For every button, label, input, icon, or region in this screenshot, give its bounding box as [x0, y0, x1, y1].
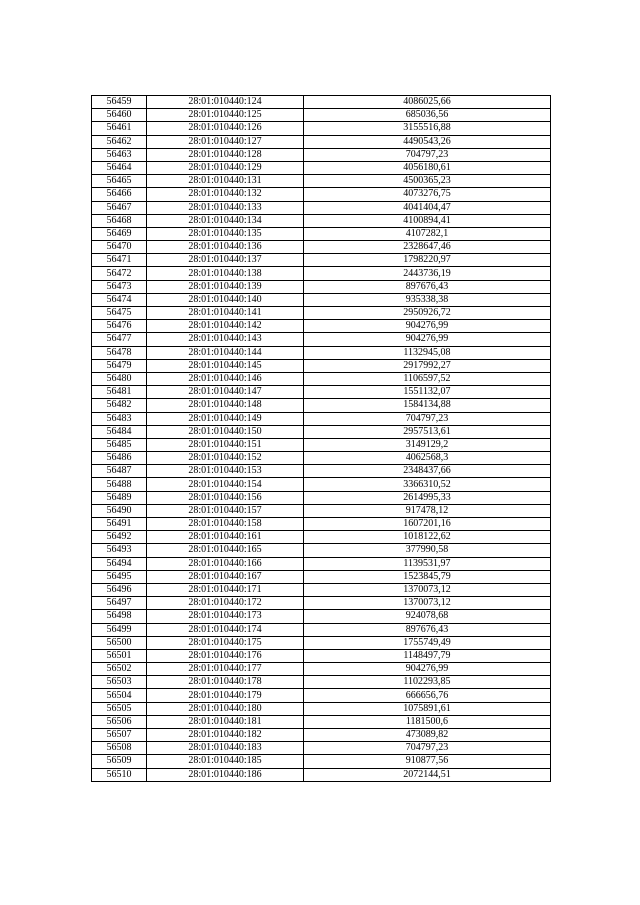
table-row — [92, 135, 551, 148]
table-row — [92, 702, 551, 715]
cadastral-value-cell: 2950926,72 — [304, 307, 551, 320]
row-number-cell: 56469 — [92, 227, 147, 240]
cadastral-value-cell: 666656,76 — [304, 689, 551, 702]
table-row — [92, 729, 551, 742]
row-number-cell: 56505 — [92, 702, 147, 715]
row-number-cell: 56489 — [92, 491, 147, 504]
row-number-cell: 56465 — [92, 175, 147, 188]
cadastral-number-cell: 28:01:010440:134 — [147, 214, 304, 227]
row-number-cell: 56503 — [92, 676, 147, 689]
row-number-cell: 56485 — [92, 438, 147, 451]
row-number-cell: 56510 — [92, 768, 147, 781]
row-number-cell: 56471 — [92, 254, 147, 267]
cadastral-number-cell: 28:01:010440:156 — [147, 491, 304, 504]
cadastral-number-cell: 28:01:010440:140 — [147, 293, 304, 306]
cadastral-number-cell: 28:01:010440:185 — [147, 755, 304, 768]
table-row — [92, 623, 551, 636]
row-number-cell: 56498 — [92, 610, 147, 623]
cadastral-value-cell: 2348437,66 — [304, 465, 551, 478]
row-number-cell: 56486 — [92, 452, 147, 465]
cadastral-number-cell: 28:01:010440:176 — [147, 649, 304, 662]
cadastral-value-cell: 904276,99 — [304, 663, 551, 676]
cadastral-number-cell: 28:01:010440:153 — [147, 465, 304, 478]
cadastral-value-cell: 1139531,97 — [304, 557, 551, 570]
cadastral-value-cell: 904276,99 — [304, 320, 551, 333]
cadastral-number-cell: 28:01:010440:172 — [147, 597, 304, 610]
cadastral-value-cell: 897676,43 — [304, 623, 551, 636]
cadastral-value-cell: 4100894,41 — [304, 214, 551, 227]
cadastral-number-cell: 28:01:010440:137 — [147, 254, 304, 267]
cadastral-value-cell: 685036,56 — [304, 109, 551, 122]
row-number-cell: 56509 — [92, 755, 147, 768]
cadastral-number-cell: 28:01:010440:129 — [147, 161, 304, 174]
cadastral-number-cell: 28:01:010440:182 — [147, 729, 304, 742]
cadastral-value-table — [91, 95, 551, 782]
table-row — [92, 676, 551, 689]
row-number-cell: 56482 — [92, 399, 147, 412]
cadastral-number-cell: 28:01:010440:154 — [147, 478, 304, 491]
row-number-cell: 56460 — [92, 109, 147, 122]
row-number-cell: 56490 — [92, 504, 147, 517]
cadastral-number-cell: 28:01:010440:165 — [147, 544, 304, 557]
cadastral-value-cell: 1551132,07 — [304, 386, 551, 399]
row-number-cell: 56468 — [92, 214, 147, 227]
cadastral-value-cell: 935338,38 — [304, 293, 551, 306]
cadastral-value-cell: 2443736,19 — [304, 267, 551, 280]
row-number-cell: 56474 — [92, 293, 147, 306]
table-row — [92, 148, 551, 161]
table-row — [92, 425, 551, 438]
cadastral-value-cell: 2614995,33 — [304, 491, 551, 504]
cadastral-number-cell: 28:01:010440:149 — [147, 412, 304, 425]
table-row — [92, 254, 551, 267]
table-row — [92, 610, 551, 623]
cadastral-value-cell: 1106597,52 — [304, 372, 551, 385]
cadastral-value-cell: 1181500,6 — [304, 715, 551, 728]
cadastral-number-cell: 28:01:010440:183 — [147, 742, 304, 755]
cadastral-value-cell: 1370073,12 — [304, 583, 551, 596]
table-row — [92, 491, 551, 504]
cadastral-number-cell: 28:01:010440:148 — [147, 399, 304, 412]
table-row — [92, 307, 551, 320]
table-row — [92, 227, 551, 240]
cadastral-value-cell: 924078,68 — [304, 610, 551, 623]
cadastral-number-cell: 28:01:010440:166 — [147, 557, 304, 570]
table-row — [92, 372, 551, 385]
cadastral-value-cell: 1755749,49 — [304, 636, 551, 649]
cadastral-number-cell: 28:01:010440:136 — [147, 241, 304, 254]
row-number-cell: 56499 — [92, 623, 147, 636]
table-row — [92, 583, 551, 596]
cadastral-number-cell: 28:01:010440:142 — [147, 320, 304, 333]
table-row — [92, 557, 551, 570]
cadastral-number-cell: 28:01:010440:133 — [147, 201, 304, 214]
table-row — [92, 346, 551, 359]
row-number-cell: 56480 — [92, 372, 147, 385]
table-row — [92, 531, 551, 544]
cadastral-value-cell: 704797,23 — [304, 148, 551, 161]
row-number-cell: 56484 — [92, 425, 147, 438]
cadastral-number-cell: 28:01:010440:178 — [147, 676, 304, 689]
table-row — [92, 214, 551, 227]
row-number-cell: 56504 — [92, 689, 147, 702]
row-number-cell: 56494 — [92, 557, 147, 570]
table-row — [92, 597, 551, 610]
cadastral-number-cell: 28:01:010440:179 — [147, 689, 304, 702]
cadastral-value-cell: 4107282,1 — [304, 227, 551, 240]
table-row — [92, 399, 551, 412]
cadastral-number-cell: 28:01:010440:151 — [147, 438, 304, 451]
cadastral-value-cell: 473089,82 — [304, 729, 551, 742]
cadastral-number-cell: 28:01:010440:180 — [147, 702, 304, 715]
cadastral-number-cell: 28:01:010440:161 — [147, 531, 304, 544]
cadastral-number-cell: 28:01:010440:167 — [147, 570, 304, 583]
row-number-cell: 56472 — [92, 267, 147, 280]
row-number-cell: 56467 — [92, 201, 147, 214]
table-row — [92, 267, 551, 280]
row-number-cell: 56459 — [92, 96, 147, 109]
table-body — [92, 96, 551, 782]
table-row — [92, 452, 551, 465]
cadastral-number-cell: 28:01:010440:124 — [147, 96, 304, 109]
table-row — [92, 122, 551, 135]
cadastral-value-cell: 4500365,23 — [304, 175, 551, 188]
table-row — [92, 386, 551, 399]
row-number-cell: 56488 — [92, 478, 147, 491]
row-number-cell: 56497 — [92, 597, 147, 610]
row-number-cell: 56495 — [92, 570, 147, 583]
table-row — [92, 689, 551, 702]
cadastral-value-cell: 4086025,66 — [304, 96, 551, 109]
table-row — [92, 412, 551, 425]
cadastral-number-cell: 28:01:010440:139 — [147, 280, 304, 293]
cadastral-number-cell: 28:01:010440:135 — [147, 227, 304, 240]
table-row — [92, 438, 551, 451]
row-number-cell: 56507 — [92, 729, 147, 742]
row-number-cell: 56491 — [92, 518, 147, 531]
cadastral-number-cell: 28:01:010440:171 — [147, 583, 304, 596]
cadastral-number-cell: 28:01:010440:157 — [147, 504, 304, 517]
cadastral-value-cell: 3155516,88 — [304, 122, 551, 135]
cadastral-number-cell: 28:01:010440:181 — [147, 715, 304, 728]
table-row — [92, 715, 551, 728]
row-number-cell: 56481 — [92, 386, 147, 399]
cadastral-value-cell: 1075891,61 — [304, 702, 551, 715]
row-number-cell: 56470 — [92, 241, 147, 254]
cadastral-number-cell: 28:01:010440:146 — [147, 372, 304, 385]
cadastral-value-cell: 904276,99 — [304, 333, 551, 346]
row-number-cell: 56466 — [92, 188, 147, 201]
cadastral-value-cell: 910877,56 — [304, 755, 551, 768]
cadastral-number-cell: 28:01:010440:131 — [147, 175, 304, 188]
cadastral-value-cell: 1798220,97 — [304, 254, 551, 267]
cadastral-value-cell: 4056180,61 — [304, 161, 551, 174]
table-row — [92, 280, 551, 293]
row-number-cell: 56462 — [92, 135, 147, 148]
table-row — [92, 109, 551, 122]
table-row — [92, 544, 551, 557]
cadastral-number-cell: 28:01:010440:173 — [147, 610, 304, 623]
table-row — [92, 333, 551, 346]
table-row — [92, 161, 551, 174]
cadastral-number-cell: 28:01:010440:174 — [147, 623, 304, 636]
table-row — [92, 768, 551, 781]
cadastral-value-cell: 4490543,26 — [304, 135, 551, 148]
cadastral-number-cell: 28:01:010440:125 — [147, 109, 304, 122]
row-number-cell: 56476 — [92, 320, 147, 333]
table-row — [92, 755, 551, 768]
cadastral-number-cell: 28:01:010440:186 — [147, 768, 304, 781]
row-number-cell: 56461 — [92, 122, 147, 135]
cadastral-value-cell: 3366310,52 — [304, 478, 551, 491]
cadastral-value-cell: 1523845,79 — [304, 570, 551, 583]
row-number-cell: 56464 — [92, 161, 147, 174]
table-row — [92, 241, 551, 254]
cadastral-value-cell: 704797,23 — [304, 412, 551, 425]
table-row — [92, 649, 551, 662]
cadastral-value-cell: 897676,43 — [304, 280, 551, 293]
cadastral-value-cell: 2917992,27 — [304, 359, 551, 372]
cadastral-value-cell: 377990,58 — [304, 544, 551, 557]
cadastral-number-cell: 28:01:010440:138 — [147, 267, 304, 280]
table-row — [92, 96, 551, 109]
cadastral-number-cell: 28:01:010440:175 — [147, 636, 304, 649]
cadastral-number-cell: 28:01:010440:128 — [147, 148, 304, 161]
row-number-cell: 56483 — [92, 412, 147, 425]
cadastral-number-cell: 28:01:010440:132 — [147, 188, 304, 201]
row-number-cell: 56477 — [92, 333, 147, 346]
table-row — [92, 188, 551, 201]
row-number-cell: 56508 — [92, 742, 147, 755]
cadastral-number-cell: 28:01:010440:147 — [147, 386, 304, 399]
row-number-cell: 56496 — [92, 583, 147, 596]
cadastral-value-cell: 2328647,46 — [304, 241, 551, 254]
cadastral-value-cell: 1148497,79 — [304, 649, 551, 662]
row-number-cell: 56501 — [92, 649, 147, 662]
row-number-cell: 56463 — [92, 148, 147, 161]
cadastral-value-cell: 2957513,61 — [304, 425, 551, 438]
cadastral-number-cell: 28:01:010440:126 — [147, 122, 304, 135]
cadastral-value-cell: 1102293,85 — [304, 676, 551, 689]
table-row — [92, 636, 551, 649]
table-row — [92, 504, 551, 517]
cadastral-number-cell: 28:01:010440:158 — [147, 518, 304, 531]
cadastral-number-cell: 28:01:010440:127 — [147, 135, 304, 148]
row-number-cell: 56475 — [92, 307, 147, 320]
cadastral-number-cell: 28:01:010440:141 — [147, 307, 304, 320]
cadastral-value-cell: 704797,23 — [304, 742, 551, 755]
cadastral-number-cell: 28:01:010440:145 — [147, 359, 304, 372]
cadastral-value-cell: 3149129,2 — [304, 438, 551, 451]
row-number-cell: 56487 — [92, 465, 147, 478]
cadastral-value-cell: 1018122,62 — [304, 531, 551, 544]
table-row — [92, 478, 551, 491]
cadastral-number-cell: 28:01:010440:152 — [147, 452, 304, 465]
row-number-cell: 56492 — [92, 531, 147, 544]
cadastral-value-cell: 1370073,12 — [304, 597, 551, 610]
cadastral-value-cell: 917478,12 — [304, 504, 551, 517]
table-row — [92, 201, 551, 214]
table-row — [92, 293, 551, 306]
cadastral-value-cell: 1607201,16 — [304, 518, 551, 531]
table-row — [92, 518, 551, 531]
cadastral-number-cell: 28:01:010440:144 — [147, 346, 304, 359]
row-number-cell: 56473 — [92, 280, 147, 293]
row-number-cell: 56478 — [92, 346, 147, 359]
cadastral-number-cell: 28:01:010440:150 — [147, 425, 304, 438]
table-row — [92, 320, 551, 333]
cadastral-value-cell: 1132945,08 — [304, 346, 551, 359]
table-row — [92, 465, 551, 478]
cadastral-number-cell: 28:01:010440:177 — [147, 663, 304, 676]
row-number-cell: 56479 — [92, 359, 147, 372]
table-row — [92, 570, 551, 583]
cadastral-value-cell: 4062568,3 — [304, 452, 551, 465]
cadastral-value-cell: 2072144,51 — [304, 768, 551, 781]
table-row — [92, 742, 551, 755]
table-row — [92, 175, 551, 188]
cadastral-value-cell: 4041404,47 — [304, 201, 551, 214]
cadastral-number-cell: 28:01:010440:143 — [147, 333, 304, 346]
row-number-cell: 56500 — [92, 636, 147, 649]
table-row — [92, 663, 551, 676]
row-number-cell: 56502 — [92, 663, 147, 676]
row-number-cell: 56493 — [92, 544, 147, 557]
table-row — [92, 359, 551, 372]
row-number-cell: 56506 — [92, 715, 147, 728]
cadastral-value-cell: 4073276,75 — [304, 188, 551, 201]
cadastral-value-cell: 1584134,88 — [304, 399, 551, 412]
